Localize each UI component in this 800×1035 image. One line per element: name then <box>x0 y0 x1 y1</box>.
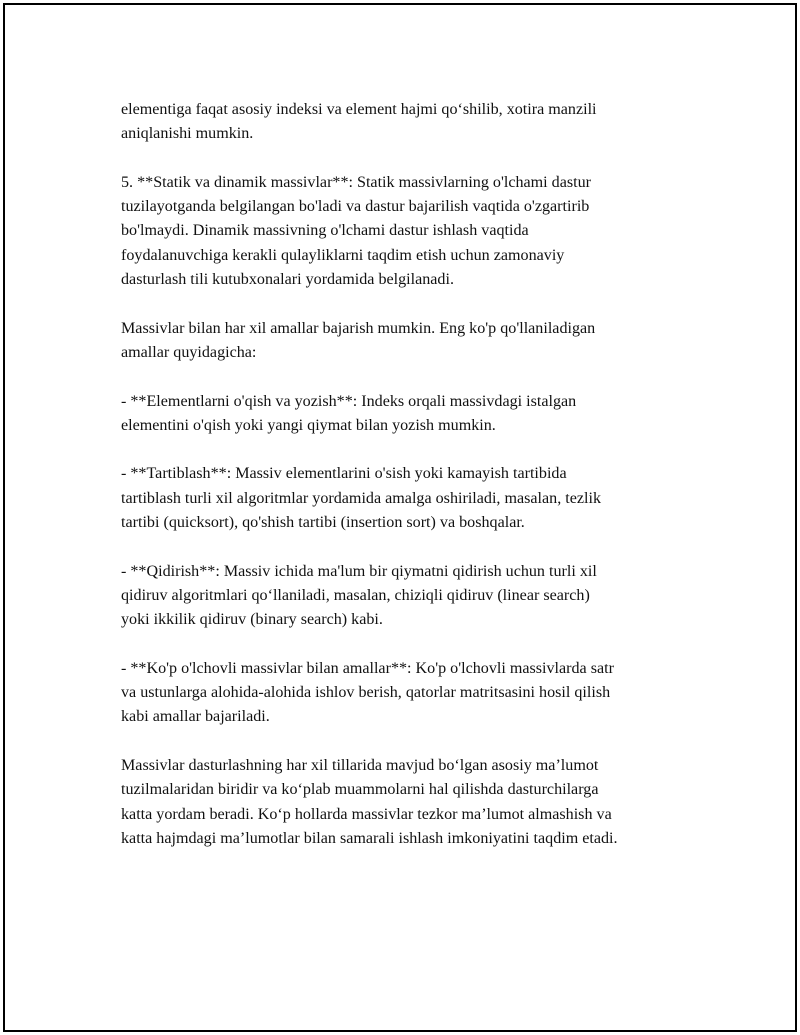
paragraph-static-dynamic-arrays: 5. **Statik va dinamik massivlar**: Statik massivlarning o'lchami dastur tuzilayotganda belgilangan bo'ladi va dastur bajarilish vaqtida o'zgartirib bo'lmaydi. Dinamik massivning o'lchami dastur ishlash vaqtida foydalanuvchiga kerakli qulayliklarni taqdim etish uchun zamonaviy dasturlash tili kutubxonalari yordamida belgilanadi. <box>121 173 592 289</box>
paragraph-continuation: elementiga faqat asosiy indeksi va element hajmi qo‘shilib, xotira manzili aniqlanishi mumkin. <box>121 101 597 143</box>
document-body <box>121 98 701 876</box>
list-item-sorting: - **Tartiblash**: Massiv elementlarini o'sish yoki kamayish tartibida tartiblash turli xil algoritmlar yordamida amalga oshiriladi, masalan, tezlik tartibi (quicksort), qo'shish tartibi (insertion sort) va boshqalar. <box>121 465 601 532</box>
paragraph-operations-intro: Massivlar bilan har xil amallar bajarish mumkin. Eng ko'p qo'llaniladigan amallar quyidagicha: <box>121 319 596 361</box>
list-item-searching: - **Qidirish**: Massiv ichida ma'lum bir qiymatni qidirish uchun turli xil qidiruv algoritmlari qo‘llaniladi, masalan, chiziqli qidiruv (linear search) yoki ikkilik qidiruv (binary search) kabi. <box>121 562 597 629</box>
paragraph-conclusion: Massivlar dasturlashning har xil tillarida mavjud bo‘lgan asosiy ma’lumot tuzilmalaridan biridir va ko‘plab muammolarni hal qilishda dasturchilarga katta yordam beradi. Ko‘p hollarda massivlar tezkor ma’lumot almashish va katta hajmdagi ma’lumotlar bilan samarali ishlash imkoniyatini taqdim etadi. <box>121 757 618 847</box>
list-item-multidimensional: - **Ko'p o'lchovli massivlar bilan amallar**: Ko'p o'lchovli massivlarda satr va ustunlarga alohida-alohida ishlov berish, qatorlar matritsasini hosil qilish kabi amallar bajariladi. <box>121 659 614 726</box>
page-frame <box>3 3 797 1032</box>
list-item-read-write: - **Elementlarni o'qish va yozish**: Indeks orqali massivdagi istalgan elementini o'qish yoki yangi qiymat bilan yozish mumkin. <box>121 392 577 434</box>
